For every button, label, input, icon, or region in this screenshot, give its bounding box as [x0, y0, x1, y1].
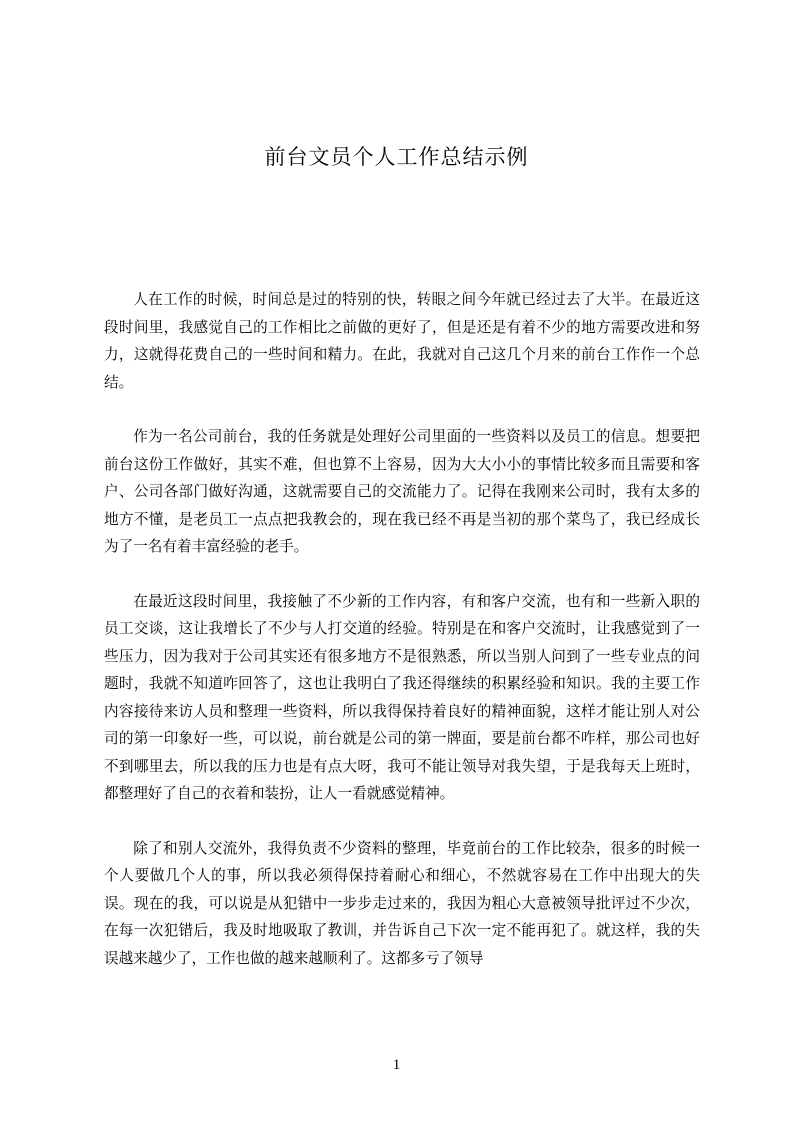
page-number: 1: [392, 1057, 401, 1073]
paragraph-1: 人在工作的时候，时间总是过的特别的快，转眼之间今年就已经过去了大半。在最近这段时间里，我感觉自己的工作相比之前做的更好了，但是还是有着不少的地方需要改进和努力，这就得花费自己的一些时间和精力。在此，我就对自己这几个月来的前台工作作一个总结。: [104, 291, 700, 391]
document-title: 前台文员个人工作总结示例: [264, 145, 529, 169]
paragraph-2: 作为一名公司前台，我的任务就是处理好公司里面的一些资料以及员工的信息。想要把前台这份工作做好，其实不难，但也算不上容易，因为大大小小的事情比较多而且需要和客户、公司各部门做好沟通，这就需要自己的交流能力了。记得在我刚来公司时，我有太多的地方不懂，是老员工一点点把我教会的，现在我已经不再是当初的那个菜鸟了，我已经成长为了一名有着丰富经验的老手。: [104, 428, 700, 555]
document-body: [104, 286, 700, 999]
paragraph-3: 在最近这段时间里，我接触了不少新的工作内容，有和客户交流，也有和一些新入职的员工交谈，这让我增长了不少与人打交道的经验。特别是在和客户交流时，让我感觉到了一些压力，因为我对于公司其实还有很多地方不是很熟悉，所以当别人问到了一些专业点的问题时，我就不知道咋回答了，这也让我明白了我还得继续的积累经验和知识。我的主要工作内容接待来访人员和整理一些资料，所以我得保持着良好的精神面貌，这样才能让别人对公司的第一印象好一些，可以说，前台就是公司的第一牌面，要是前台都不咋样，那公司也好不到哪里去，所以我的压力也是有点大呀，我可不能让领导对我失望，于是我每天上班时，都整理好了自己的衣着和装扮，让人一看就感觉精神。: [104, 592, 700, 802]
paragraph-4: 除了和别人交流外，我得负责不少资料的整理，毕竟前台的工作比较杂，很多的时候一个人要做几个人的事，所以我必须得保持着耐心和细心，不然就容易在工作中出现大的失误。现在的我，可以说是从犯错中一步步走过来的，我因为粗心大意被领导批评过不少次，在每一次犯错后，我及时地吸取了教训，并告诉自己下次一定不能再犯了。就这样，我的失误越来越少了，工作也做的越来越顺利了。这都多亏了领导: [104, 839, 700, 967]
